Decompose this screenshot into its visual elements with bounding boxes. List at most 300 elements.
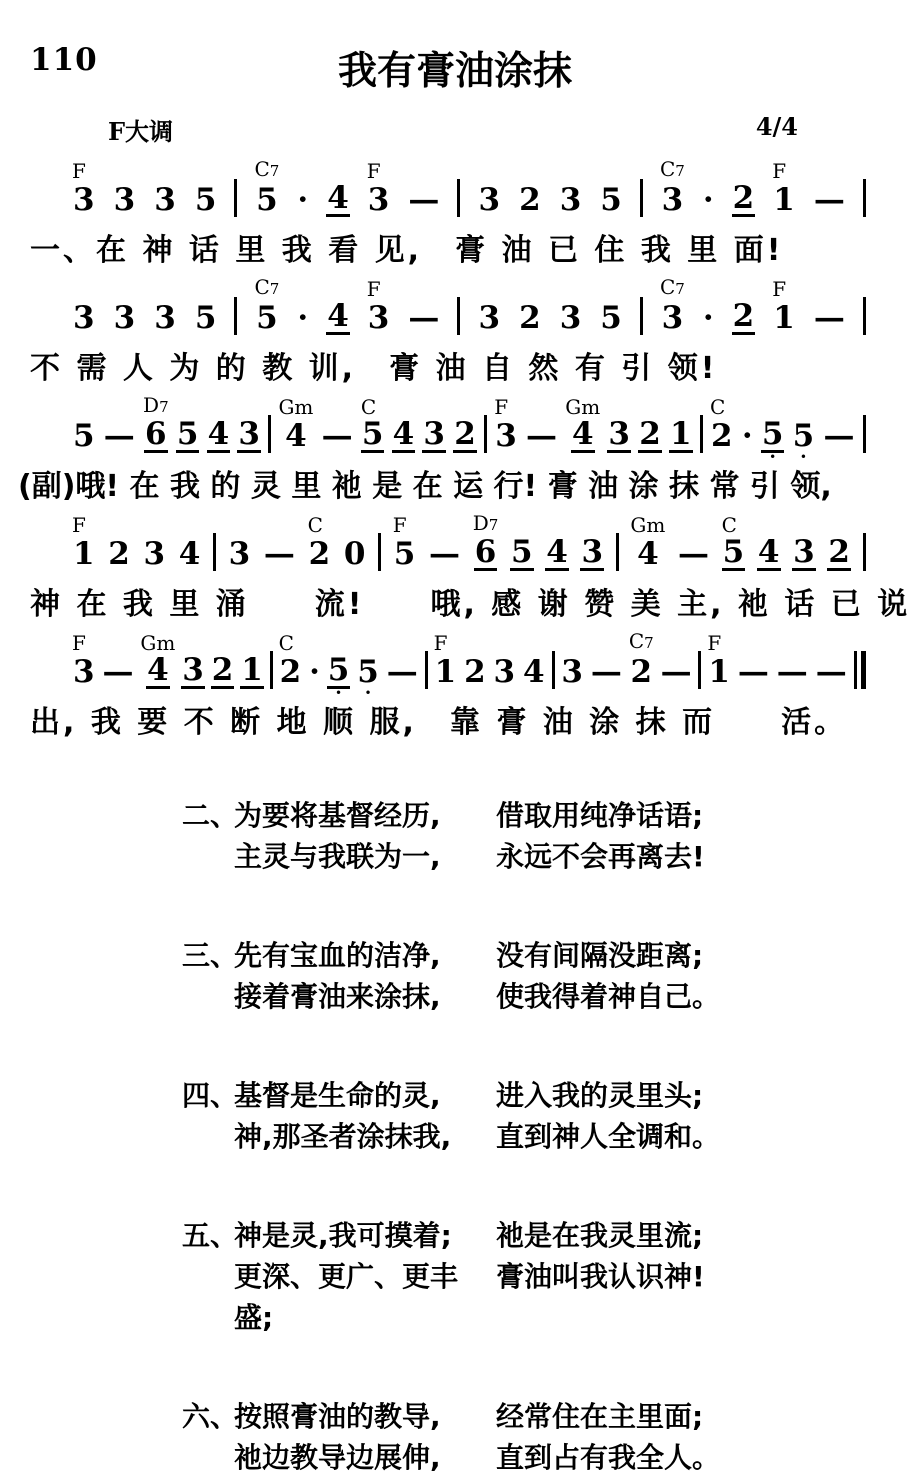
- verse-line-right: 进入我的灵里头;: [496, 1079, 704, 1112]
- barline-mark: [552, 651, 555, 689]
- verse-line-left: 更深、更广、更丰盛;: [234, 1260, 459, 1334]
- note-token: [761, 395, 785, 463]
- note-token: [792, 513, 816, 581]
- barline: [863, 277, 866, 345]
- note-token: [732, 159, 756, 227]
- note-value: 2: [630, 654, 653, 690]
- barline-stroke: [234, 297, 237, 335]
- barline-stroke: [863, 179, 866, 217]
- note-token: [493, 631, 517, 699]
- chord-label: F: [772, 277, 787, 301]
- barline: [700, 395, 703, 463]
- note-value: 3: [608, 416, 630, 452]
- verse-line-left: 祂边教导边展伸,: [234, 1441, 441, 1474]
- note-value: 3: [493, 654, 516, 690]
- note-token: [327, 631, 351, 699]
- note-token: [473, 513, 499, 581]
- music-system: [0, 395, 910, 507]
- note-value: 3: [661, 182, 684, 218]
- verse-line-right: 永远不会再离去!: [496, 840, 705, 873]
- note-value: 5: [256, 300, 278, 336]
- notation-row: [72, 395, 866, 463]
- note-value: 3: [143, 536, 166, 572]
- chord-label: Gm: [140, 631, 176, 655]
- note-value: 1: [773, 182, 795, 218]
- barline: [863, 513, 866, 581]
- chord-label: F: [433, 631, 448, 655]
- note-token: [707, 631, 731, 699]
- note-token: [590, 631, 623, 699]
- barline-stroke: [863, 415, 866, 453]
- note-token: [107, 513, 131, 581]
- barline-mark: [700, 415, 703, 453]
- note-value: 2: [279, 654, 302, 690]
- note-token: [153, 159, 177, 227]
- octave-dot: •: [335, 686, 343, 700]
- note-value: 3: [154, 300, 176, 336]
- barline-stroke: [863, 297, 866, 335]
- note-token: [228, 513, 252, 581]
- note-value: —: [429, 536, 461, 572]
- note-token: [453, 395, 477, 463]
- chord-label: C: [721, 513, 737, 537]
- note-token: [211, 631, 235, 699]
- note-token: [113, 159, 137, 227]
- note-token: [72, 159, 96, 227]
- note-value: 1: [670, 416, 692, 452]
- note-token: [629, 631, 654, 699]
- barline-mark: [640, 297, 643, 335]
- note-token: [392, 395, 416, 463]
- note-token: [296, 277, 309, 345]
- note-value: 5: [600, 300, 622, 336]
- note-token: [240, 631, 264, 699]
- note-value: —: [660, 654, 692, 690]
- note-value: 2: [308, 536, 331, 572]
- chord-label: F: [366, 159, 381, 183]
- verses-section: [0, 795, 910, 1478]
- note-token: [361, 395, 385, 463]
- verse-line-right: 使我得着神自己。: [496, 980, 721, 1013]
- note-value: ·: [741, 418, 753, 454]
- note-token: [407, 277, 440, 345]
- note-token: [792, 395, 816, 463]
- verse-line-left: 神是灵,我可摸着;: [234, 1219, 452, 1252]
- note-value: 4: [327, 180, 349, 216]
- note-token: [263, 513, 296, 581]
- note-value: 1: [73, 536, 95, 572]
- note-value: 5: [761, 416, 784, 452]
- note-value: 4: [327, 298, 349, 334]
- note-token: [510, 513, 534, 581]
- note-value: —: [321, 418, 353, 454]
- note-value: 4: [207, 416, 230, 452]
- note-token: [815, 631, 848, 699]
- note-value: 4: [285, 418, 307, 454]
- note-token: [237, 395, 261, 463]
- chord-label: F: [366, 277, 381, 301]
- barline-mark: [457, 297, 460, 335]
- note-token: [367, 277, 391, 345]
- note-token: [669, 395, 693, 463]
- note-token: [477, 277, 501, 345]
- note-token: [181, 631, 205, 699]
- barline: [378, 513, 381, 581]
- notation-row: [72, 277, 866, 345]
- barline-stroke: [270, 651, 273, 689]
- lyric-line: (副)哦! 在 我 的 灵 里 祂 是 在 运 行! 膏 油 涂 抹 常 引 领,: [18, 469, 832, 504]
- note-value: ·: [297, 182, 309, 218]
- note-value: ·: [702, 300, 714, 336]
- chord-label: F: [72, 631, 86, 655]
- note-token: [757, 513, 781, 581]
- note-token: [776, 631, 809, 699]
- verse-line-right: 膏油叫我认识神!: [496, 1260, 705, 1293]
- barline: [863, 395, 866, 463]
- music-system: [0, 277, 910, 389]
- lyric-line: 出, 我 要 不 断 地 顺 服, 靠 膏 油 涂 抹 而 活。: [30, 705, 848, 740]
- note-token: [194, 277, 218, 345]
- chord-label: C7: [254, 157, 280, 181]
- note-token: [343, 513, 367, 581]
- note-token: [279, 631, 303, 699]
- note-value: —: [813, 182, 845, 218]
- barline-stroke: [234, 179, 237, 217]
- verse-line-right: 直到占有我全人。: [496, 1441, 721, 1474]
- note-token: [194, 159, 218, 227]
- note-token: [434, 631, 458, 699]
- note-token: [813, 277, 846, 345]
- note-value: 5: [73, 418, 95, 454]
- note-token: [560, 631, 584, 699]
- barline: [234, 277, 237, 345]
- barline: [270, 631, 273, 699]
- note-token: [321, 395, 354, 463]
- music-system: [0, 159, 910, 271]
- barline-stroke: [552, 651, 555, 689]
- note-value: —: [678, 536, 709, 572]
- note-token: [278, 395, 313, 463]
- barline-stroke: [640, 179, 643, 217]
- note-value: 3: [581, 534, 604, 570]
- note-token: [176, 395, 200, 463]
- barline: [457, 159, 460, 227]
- octave-dot: •: [799, 450, 807, 464]
- note-token: [722, 513, 746, 581]
- note-token: [772, 159, 796, 227]
- note-token: [113, 277, 137, 345]
- chord-label: C7: [659, 275, 685, 299]
- chord-label: F: [494, 395, 509, 419]
- note-value: 4: [546, 534, 568, 570]
- key-signature: F大调: [108, 117, 174, 146]
- note-token: [565, 395, 600, 463]
- note-value: ·: [702, 182, 714, 218]
- note-token: [308, 513, 332, 581]
- note-token: [525, 395, 558, 463]
- note-token: [254, 159, 279, 227]
- chord-label: F: [707, 631, 722, 655]
- note-token: [308, 631, 321, 699]
- note-token: [367, 159, 391, 227]
- song-title: 我有膏油涂抹: [337, 49, 572, 94]
- note-token: [660, 159, 685, 227]
- note-token: [772, 277, 796, 345]
- lyric-line: 神 在 我 里 涌 流! 哦, 感 谢 赞 美 主, 祂 话 已 说: [30, 587, 910, 622]
- chord-label: C7: [628, 629, 654, 653]
- chord-label: Gm: [565, 395, 601, 419]
- barline: [863, 159, 866, 227]
- barline-mark: [268, 415, 271, 453]
- meta-row: [0, 96, 910, 147]
- music-system: [0, 631, 910, 743]
- barline: [213, 513, 216, 581]
- note-value: 3: [73, 654, 95, 690]
- verse-line-left: 先有宝血的洁净,: [234, 939, 441, 972]
- note-token: [140, 631, 175, 699]
- note-token: [143, 395, 169, 463]
- note-value: 5: [510, 534, 533, 570]
- note-value: —: [813, 300, 845, 336]
- verse-line-right: 没有间隔没距离;: [496, 939, 704, 972]
- note-value: 3: [661, 300, 684, 336]
- note-value: 3: [495, 418, 517, 454]
- note-value: 3: [559, 182, 582, 218]
- note-token: [518, 277, 542, 345]
- note-value: 2: [732, 298, 755, 334]
- note-token: [393, 513, 417, 581]
- note-token: [741, 395, 754, 463]
- note-value: 2: [454, 416, 476, 452]
- note-token: [153, 277, 177, 345]
- note-value: 2: [519, 300, 541, 336]
- note-value: 5: [327, 652, 350, 688]
- note-value: 3: [478, 300, 501, 336]
- note-token: [827, 513, 851, 581]
- note-token: [545, 513, 569, 581]
- octave-dot: •: [769, 450, 777, 464]
- note-token: [72, 277, 96, 345]
- note-value: —: [590, 654, 622, 690]
- barline-mark: [863, 297, 866, 335]
- verse: [182, 1215, 910, 1338]
- note-value: ·: [309, 654, 320, 690]
- verse-line-left: 基督是生命的灵,: [234, 1079, 441, 1112]
- page-number: 110: [30, 42, 98, 78]
- verse: [182, 1396, 910, 1478]
- note-value: —: [102, 654, 134, 690]
- verse-line-left: 按照膏油的教导,: [234, 1400, 441, 1433]
- verse-number: 四、: [182, 1079, 239, 1112]
- note-value: 3: [113, 182, 136, 218]
- note-value: 6: [474, 534, 497, 570]
- note-value: 4: [178, 536, 201, 572]
- note-value: 3: [478, 182, 501, 218]
- verse-line-right: 直到神人全调和。: [496, 1120, 721, 1153]
- verse-line-right: 经常住在主里面;: [496, 1400, 704, 1433]
- note-token: [103, 395, 136, 463]
- note-value: 5: [361, 416, 384, 452]
- chord-label: C: [278, 631, 294, 655]
- barline-mark: [863, 179, 866, 217]
- note-value: 5: [256, 182, 278, 218]
- note-value: 5: [357, 654, 379, 690]
- lyric-line: 一、在 神 话 里 我 看 见, 膏 油 已 住 我 里 面!: [30, 233, 784, 268]
- note-token: [559, 277, 583, 345]
- barline-mark: [863, 415, 866, 453]
- note-value: 3: [182, 652, 204, 688]
- barline: [552, 631, 555, 699]
- note-value: 3: [559, 300, 582, 336]
- notation-row: [72, 159, 866, 227]
- note-value: 3: [113, 300, 136, 336]
- time-signature: 4/4: [755, 112, 798, 141]
- note-value: 1: [241, 652, 263, 688]
- chord-label: C7: [659, 157, 685, 181]
- note-token: [207, 395, 231, 463]
- note-token: [386, 631, 419, 699]
- note-token: [518, 159, 542, 227]
- barline-stroke: [484, 415, 487, 453]
- chord-label: C: [360, 395, 377, 419]
- note-token: [607, 395, 631, 463]
- barline-mark: [698, 651, 701, 689]
- note-value: 3: [238, 416, 260, 452]
- note-value: 2: [828, 534, 850, 570]
- note-value: —: [737, 654, 769, 690]
- chord-label: F: [72, 159, 86, 183]
- note-value: —: [408, 300, 440, 336]
- note-value: ·: [297, 300, 309, 336]
- note-value: 4: [757, 534, 780, 570]
- note-token: [72, 513, 96, 581]
- note-value: 2: [639, 416, 661, 452]
- note-value: 4: [392, 416, 415, 452]
- note-value: 5: [176, 416, 199, 452]
- barline: [457, 277, 460, 345]
- barline: [234, 159, 237, 227]
- barline-mark: [854, 651, 866, 689]
- note-value: 3: [561, 654, 583, 690]
- barline: [640, 277, 643, 345]
- barline-mark: [640, 179, 643, 217]
- verse-number: 三、: [182, 939, 239, 972]
- barline-stroke: [616, 533, 619, 571]
- barline-mark: [425, 651, 428, 689]
- note-value: 3: [367, 182, 390, 218]
- music-system: [0, 513, 910, 625]
- barline-mark: [234, 179, 237, 217]
- barline-stroke: [863, 533, 866, 571]
- note-value: 3: [423, 416, 445, 452]
- note-token: [101, 631, 134, 699]
- note-value: 5: [792, 418, 815, 454]
- note-token: [254, 277, 279, 345]
- barline-mark: [457, 179, 460, 217]
- note-value: 2: [211, 652, 234, 688]
- verse-line-left: 神,那圣者涂抹我,: [234, 1120, 452, 1153]
- note-token: [296, 159, 309, 227]
- note-value: 2: [464, 654, 486, 690]
- note-token: [477, 159, 501, 227]
- barline-mark: [270, 651, 273, 689]
- chord-label: D7: [472, 511, 499, 535]
- note-token: [702, 159, 715, 227]
- verse: [182, 1075, 910, 1157]
- barline-stroke: [457, 179, 460, 217]
- verse: [182, 795, 910, 877]
- note-value: 5: [194, 182, 217, 218]
- barline-stroke: [854, 651, 857, 689]
- note-token: [143, 513, 167, 581]
- chord-label: F: [772, 159, 787, 183]
- verse-line-right: 借取用纯净话语;: [496, 799, 704, 832]
- note-value: —: [386, 654, 418, 690]
- note-value: 3: [73, 182, 95, 218]
- verse-line-left: 为要将基督经历,: [234, 799, 441, 832]
- note-value: 4: [523, 654, 545, 690]
- verse-line-left: 主灵与我联为一,: [234, 840, 441, 873]
- note-token: [463, 631, 487, 699]
- chord-label: F: [72, 513, 86, 537]
- barline-stroke: [268, 415, 271, 453]
- chord-label: C: [710, 395, 726, 419]
- note-value: —: [263, 536, 295, 572]
- note-value: 5: [194, 300, 217, 336]
- lyric-line: 不 需 人 为 的 教 训, 膏 油 自 然 有 引 领!: [30, 351, 718, 386]
- note-token: [559, 159, 583, 227]
- note-token: [660, 631, 693, 699]
- barline-stroke: [213, 533, 216, 571]
- barline-stroke: [425, 651, 428, 689]
- note-value: 1: [708, 654, 730, 690]
- note-token: [522, 631, 546, 699]
- note-token: [737, 631, 770, 699]
- chord-label: C: [307, 513, 323, 537]
- octave-dot: •: [364, 686, 372, 700]
- verse-number: 五、: [182, 1219, 239, 1252]
- barline-mark: [616, 533, 619, 571]
- note-value: 4: [571, 416, 594, 452]
- note-token: [822, 395, 855, 463]
- note-token: [710, 395, 734, 463]
- note-token: [813, 159, 846, 227]
- barline-mark: [213, 533, 216, 571]
- note-value: —: [823, 418, 855, 454]
- note-value: 4: [147, 652, 169, 688]
- note-token: [428, 513, 461, 581]
- note-value: 3: [228, 536, 251, 572]
- note-value: 2: [519, 182, 541, 218]
- chord-label: C7: [254, 275, 280, 299]
- barline-stroke: [698, 651, 701, 689]
- note-token: [407, 159, 440, 227]
- notation-row: [72, 631, 866, 699]
- barline-mark: [863, 533, 866, 571]
- verse: [182, 935, 910, 1017]
- barline-mark: [378, 533, 381, 571]
- note-token: [630, 513, 665, 581]
- note-token: [599, 159, 623, 227]
- note-token: [638, 395, 662, 463]
- note-value: 5: [722, 534, 745, 570]
- barline: [698, 631, 701, 699]
- barline-mark: [234, 297, 237, 335]
- note-token: [326, 159, 350, 227]
- barline-stroke: [378, 533, 381, 571]
- chord-label: F: [392, 513, 407, 537]
- barline-mark: [484, 415, 487, 453]
